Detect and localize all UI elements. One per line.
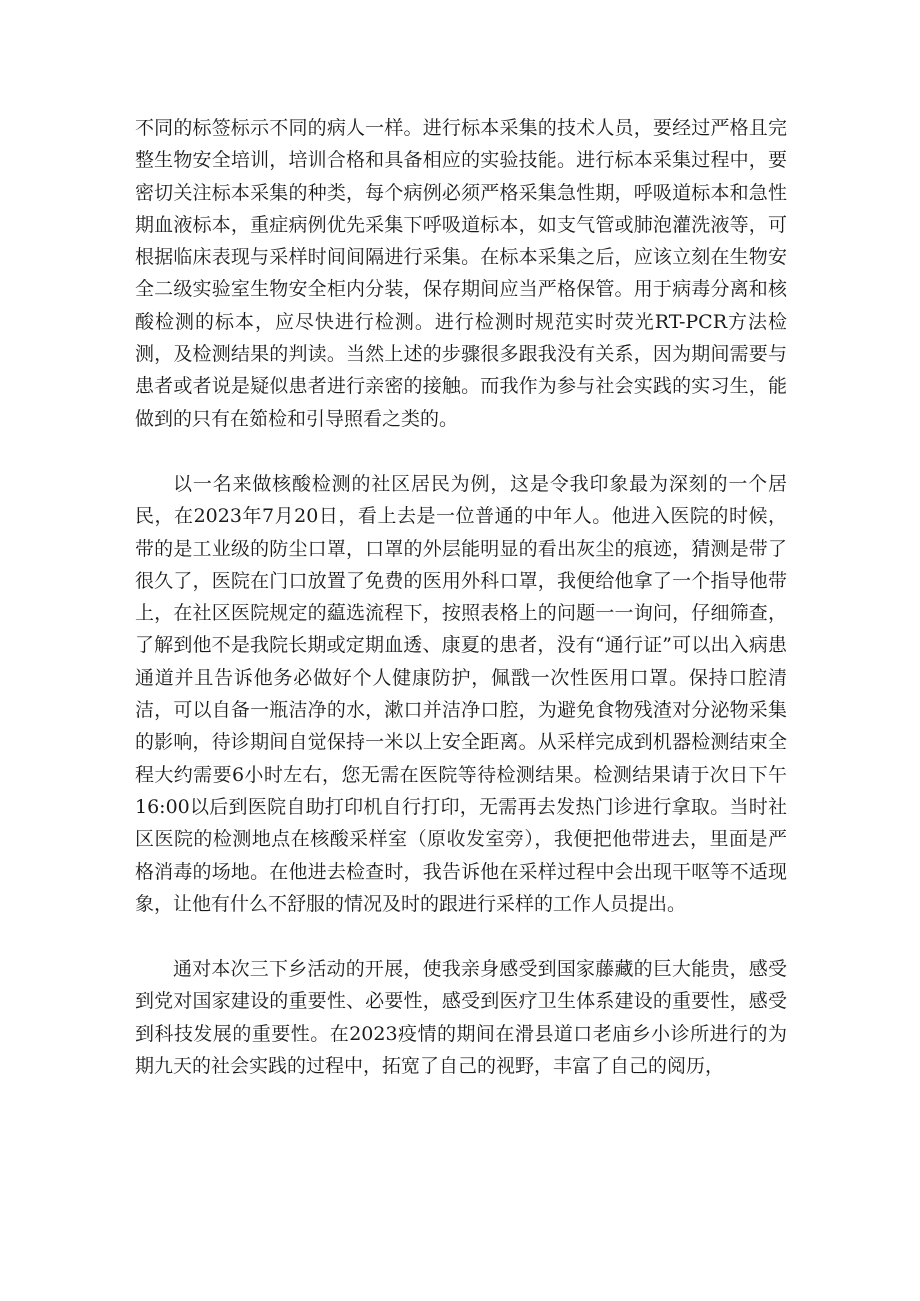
document-body xyxy=(135,112,787,1115)
paragraph-1: 不同的标签标示不同的病人一样。进行标本采集的技术人员，要经过严格且完整生物安全培训，培训合格和具备相应的实验技能。进行标本采集过程中，要密切关注标本采集的种类，每个病例必须严格采集急性期，呼吸道标本和急性期血液标本，重症病例优先采集下呼吸道标本，如支气管或肺泡灌洗液等，可根据临床表现与采样时间间隔进行采集。在标本采集之后，应该立刻在生物安全二级实验室生物安全柜内分装，保存期间应当严格保管。用于病毒分离和核酸检测的标本，应尽快进行检测。进行检测时规范实时荧光RT-PCR方法检测，及检测结果的判读。当然上述的步骤很多跟我没有关系，因为期间需要与患者或者说是疑似患者进行亲密的接触。而我作为参与社会实践的实习生，能做到的只有在筎检和引导照看之类的。 xyxy=(135,117,787,430)
paragraph-3: 通对本次三下乡活动的开展，使我亲身感受到国家藤藏的巨大能贵，感受到党对国家建设的重要性、必要性，感受到医疗卫生体系建设的重要性，感受到科技发展的重要性。在2023疫情的期间在滑县道口老庙乡小诊所进行的为期九天的社会实践的过程中，拓宽了自己的视野，丰富了自己的阅历， xyxy=(135,958,787,1078)
paragraph-2: 以一名来做核酸检测的社区居民为例，这是令我印象最为深刻的一个居民，在2023年7月20日，看上去是一位普通的中年人。他进入医院的时候，带的是工业级的防尘口罩，口罩的外层能明显的看出灰尘的痕迹，猜测是带了很久了，医院在门口放置了免费的医用外科口罩，我便给他拿了一个指导他带上，在社区医院规定的藴选流程下，按照表格上的问题一一询问，仔细筛查，了解到他不是我院长期或定期血透、康夏的患者，没有“通行证”可以出入病患通道并且告诉他务必做好个人健康防护，佩戬一次性医用口罩。保持口腔清洁，可以自备一瓶洁净的水，漱口并洁净口腔，为避免食物残渣对分泌物采集的影响，待诊期间自觉保持一米以上安全距离。从采样完成到机器检测结束全程大约需要6小时左右，您无需在医院等待检测结果。检测结果请于次日下午16:00以后到医院自助打印机自行打印，无需再去发热门诊进行拿取。当时社区医院的检测地点在核酸采样室（原收发室旁），我便把他带进去，里面是严格消毒的场地。在他进去检查时，我告诉他在采样过程中会出现干呕等不适现象，让他有什么不舒服的情况及时的跟进行采样的工作人员提出。 xyxy=(135,472,787,915)
